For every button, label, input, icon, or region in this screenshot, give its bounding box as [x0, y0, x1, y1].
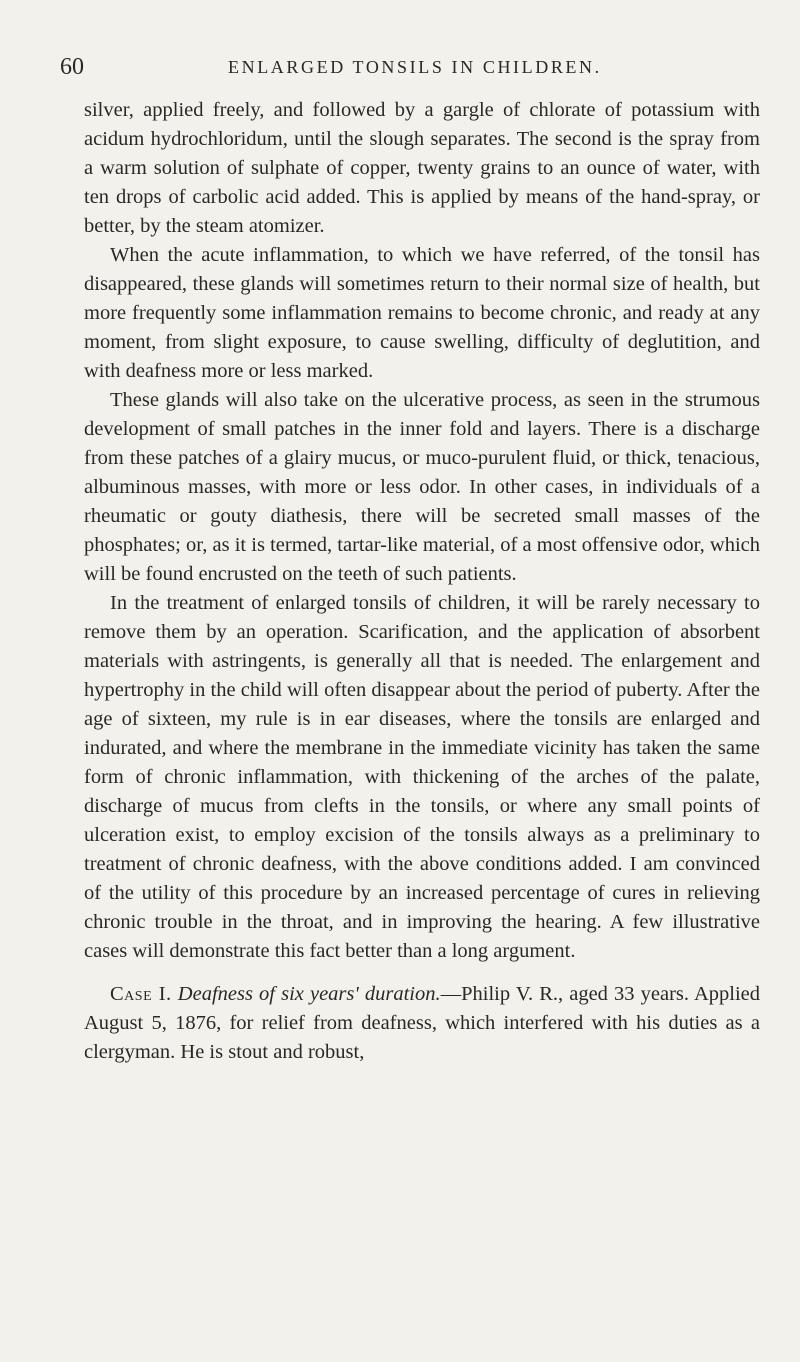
case-label: Case I. [110, 983, 172, 1005]
paragraph-treatment: In the treatment of enlarged tonsils of children, it will be rarely necessary to remove them by an operation. Scarification, and the application of absorbent materials with astringents, is generally all that is needed. The enlargement and hypertrophy in the child will often disappear about the period of puberty. After the age of sixteen, my rule is in ear diseases, where the tonsils are enlarged and indurated, and where the membrane in the immediate vicinity has taken the same form of chronic inflammation, with thickening of the arches of the palate, discharge of mucus from clefts in the tonsils, or where any small points of ulceration exist, to employ excision of the tonsils always as a preliminary to treatment of chronic deafness, with the above conditions added. I am convinced of the utility of this procedure by an increased percentage of cures in relieving chronic trouble in the throat, and in improving the hearing. A few illustrative cases will demonstrate this fact better than a long argument. [84, 592, 760, 962]
case-title: Deafness of six years' duration. [177, 983, 441, 1005]
paragraph-continued: silver, applied freely, and followed by a gargle of chlorate of potassium with acidum hydrochloridum, until the slough separates. The second is the spray from a warm solution of sulphate of copper, twenty grains to an ounce of water, with ten drops of carbolic acid added. This is applied by means of the hand-spray, or better, by the steam atomizer. [84, 99, 760, 237]
running-head: ENLARGED TONSILS IN CHILDREN. [228, 57, 602, 77]
case-text: —Philip V. R., aged 33 years. Applied August 5, 1876, for relief from deafness, which interfered with his duties as a clergyman. He is stout and robust, [84, 983, 761, 1063]
case-one-paragraph [84, 980, 760, 1067]
paragraph-ulcerative-process: These glands will also take on the ulcerative process, as seen in the strumous development of small patches in the inner fold and layers. There is a discharge from these patches of a glairy mucus, or muco-purulent fluid, or thick, tenacious, albuminous masses, with more or less odor. In other cases, in individuals of a rheumatic or gouty diathesis, there will be secreted small masses of the phosphates; or, as it is termed, tartar-like material, of a most offensive odor, which will be found encrusted on the teeth of such patients. [84, 389, 760, 585]
body-text [84, 96, 760, 1067]
page-header [60, 52, 760, 82]
paragraph-acute-inflammation: When the acute inflammation, to which we have referred, of the tonsil has disappeared, these glands will sometimes return to their normal size of health, but more frequently some inflammation remains to become chronic, and ready at any moment, from slight exposure, to cause swelling, difficulty of deglutition, and with deafness more or less marked. [84, 244, 760, 382]
page-number: 60 [60, 54, 84, 80]
